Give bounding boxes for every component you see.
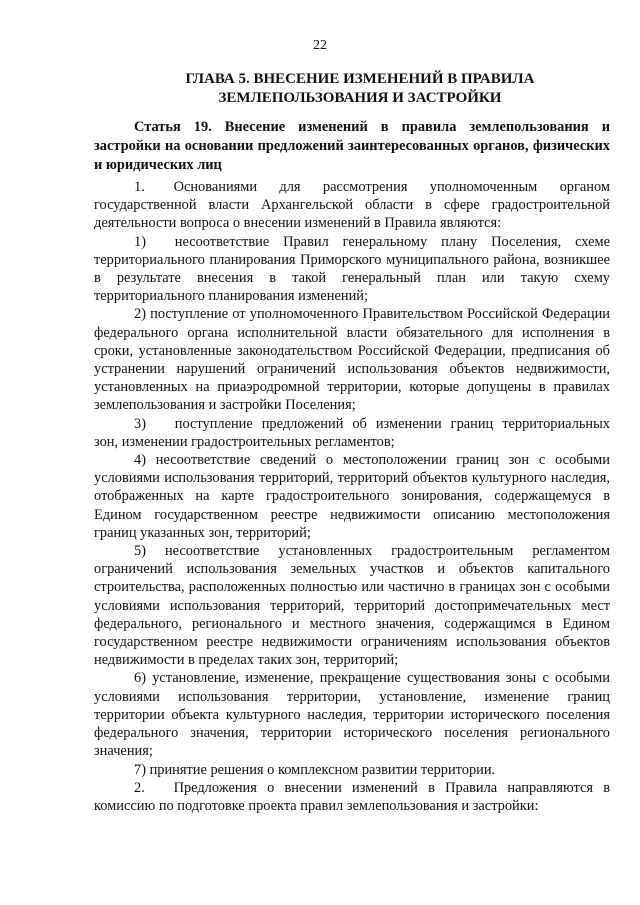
article-title: Статья 19. Внесение изменений в правила землепользования и застройки на основании предложений заинтересованных органов, физических и юридических лиц xyxy=(94,119,610,173)
paragraph-1: 1. Основаниями для рассмотрения уполномоченным органом государственной власти Архангельской области в сфере градостроительной деятельности вопроса о внесении изменений в Правила являются: xyxy=(94,179,610,232)
chapter-title: ГЛАВА 5. ВНЕСЕНИЕ ИЗМЕНЕНИЙ В ПРАВИЛА ЗЕМЛЕПОЛЬЗОВАНИЯ И ЗАСТРОЙКИ xyxy=(185,71,535,106)
subparagraph-1: 1) несоответствие Правил генеральному плану Поселения, схеме территориального планирования Приморского муниципального района, возникшее в результате внесения в такой генеральный план или такую схему территориального планирования изменений; xyxy=(94,233,610,305)
subparagraph-2: 2) поступление от уполномоченного Правительством Российской Федерации федерального органа исполнительной власти обязательного для исполнения в сроки, установленные законодательством Российской Федерации, предписания об устранении нарушений ограничений использования объектов недвижимости, установленных на приаэродромной территории, которые допущены в правилах землепользования и застройки Поселения; xyxy=(94,306,610,414)
subparagraph-6: 6) установление, изменение, прекращение существования зоны с особыми условиями использования территории, установление, изменение границ территории объекта культурного наследия, территории исторического поселения федерального значения, территории исторического поселения регионального значения; xyxy=(94,670,610,760)
subparagraph-3: 3) поступление предложений об изменении границ территориальных зон, изменении градостроительных регламентов; xyxy=(94,415,610,450)
subparagraph-5: 5) несоответствие установленных градостроительным регламентом ограничений использования земельных участков и объектов капитального строительства, расположенных полностью или частично в границах зон с особыми условиями использования территорий, территорий достопримечательных мест федерального, регионального и местного значения, содержащимся в Едином государственном реестре недвижимости ограничениям использования объектов недвижимости в пределах таких зон, территорий; xyxy=(94,543,610,669)
paragraph-2: 2. Предложения о внесении изменений в Правила направляются в комиссию по подготовке проекта правил землепользования и застройки: xyxy=(94,779,610,814)
subparagraph-4: 4) несоответствие сведений о местоположении границ зон с особыми условиями использования территорий, территорий объектов культурного наследия, отображенных на карте градостроительного зонирования, содержащемуся в Едином государственном реестре недвижимости описанию местоположения границ указанных зон, территорий; xyxy=(94,452,610,541)
subparagraph-7: 7) принятие решения о комплексном развитии территории. xyxy=(134,761,496,778)
document-body xyxy=(94,178,610,815)
page-number: 22 xyxy=(313,38,327,53)
